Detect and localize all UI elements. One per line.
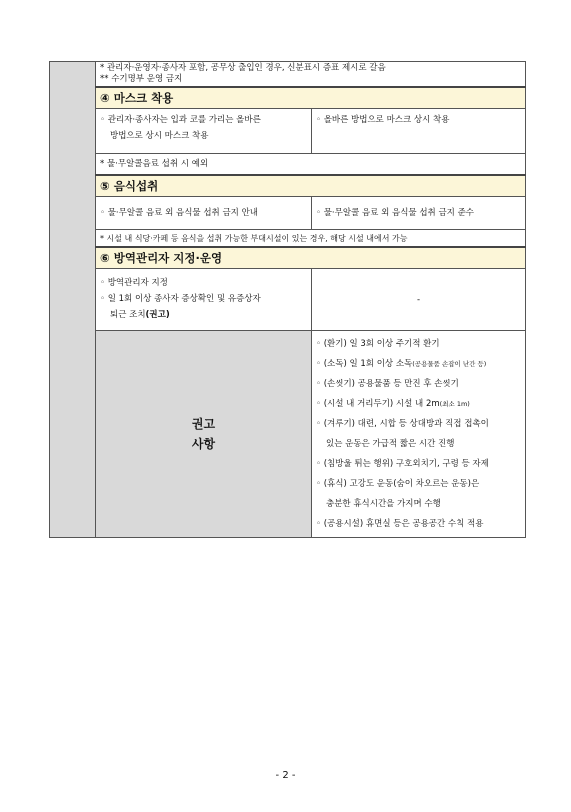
mask-right-cell [312, 109, 526, 154]
eating-section-title: ⑤ 음식섭취 [96, 175, 526, 197]
recommend-item-text: ◦ (침방울 튀는 행위) 구호외치기, 구령 등 자제 [316, 459, 489, 469]
recommend-item [316, 394, 521, 414]
recommend-item [316, 414, 521, 434]
mask-note: * 물·무알콜음료 섭취 시 예외 [96, 154, 526, 176]
mask-right-text: ◦ 올바른 방법으로 마스크 상시 착용 [316, 115, 450, 125]
recommend-item-text: 충분한 휴식시간을 가지며 수행 [326, 499, 441, 509]
recommend-items-cell [312, 331, 526, 538]
left-label-column [50, 62, 96, 538]
recommend-item [316, 354, 521, 374]
recommend-item [316, 454, 521, 474]
recommend-item-text: ◦ (시설 내 거리두기) 시설 내 2m [316, 399, 440, 409]
recommend-item [316, 474, 521, 494]
recommend-item [316, 334, 521, 354]
recommend-item [316, 434, 521, 454]
manager-line-3 [100, 307, 307, 323]
recommend-item-small: (공용물품 손잡이 난간 등) [412, 360, 487, 368]
recommend-item [316, 514, 521, 534]
recommend-item [316, 374, 521, 394]
recommend-item-text: ◦ (소독) 일 1회 이상 소독 [316, 359, 413, 369]
eating-note-text: * 시설 내 식당·카페 등 음식을 섭취 가능한 부대시설이 있는 경우, 해당 시설 내에서 가능 [100, 233, 408, 243]
manager-section-title: ⑥ 방역관리자 지정·운영 [96, 247, 526, 269]
eating-right-text: ◦ 물·무알콜 음료 외 음식물 섭취 금지 준수 [316, 208, 475, 218]
recommend-item-text: ◦ (공용시설) 휴면실 등은 공용공간 수칙 적용 [316, 519, 484, 529]
recommend-item-text: ◦ (휴식) 고강도 운동(숨이 차오르는 운동)은 [316, 479, 480, 489]
recommend-item [316, 494, 521, 514]
mask-left-line-2: 방법으로 상시 마스크 착용 [110, 131, 209, 141]
eating-left-cell [96, 197, 312, 230]
manager-recommend-tag: (권고) [145, 310, 170, 320]
page-number: - 2 - [275, 770, 296, 781]
recommend-label-cell [96, 331, 312, 538]
recommend-item-text: 있는 운동은 가급적 짧은 시간 진행 [326, 439, 455, 449]
mask-section-title: ④ 마스크 착용 [96, 87, 526, 109]
top-notes [96, 62, 526, 88]
guideline-table [49, 61, 526, 538]
manager-line-2: ◦ 일 1회 이상 종사자 증상확인 및 유증상자 [100, 294, 261, 304]
top-note-2: ** 수기명부 운영 금지 [100, 74, 183, 84]
eating-left-text: ◦ 물·무알콜 음료 외 음식물 섭취 금지 안내 [100, 208, 259, 218]
recommend-item-text: ◦ (겨루기) 대련, 시합 등 상대방과 직접 접촉이 [316, 419, 489, 429]
eating-note [96, 230, 526, 248]
recommend-item-text: ◦ (환기) 일 3회 이상 주기적 환기 [316, 339, 440, 349]
recommend-item-text: ◦ (손씻기) 공용물품 등 만진 후 손씻기 [316, 379, 459, 389]
manager-line-1: ◦ 방역관리자 지정 [100, 278, 168, 288]
eating-right-cell [312, 197, 526, 230]
manager-right-cell: - [312, 269, 526, 331]
manager-line-3-text: 퇴근 조치 [110, 310, 146, 320]
mask-left-cell [96, 109, 312, 154]
recommend-label-line-2: 사항 [191, 437, 216, 451]
manager-left-cell [96, 269, 312, 331]
top-note-1: * 관리자·운영자·종사자 포함, 공무상 출입인 경우, 신분표시 증표 제시로 갈음 [100, 63, 386, 73]
recommend-item-small: (최소 1m) [439, 400, 470, 408]
mask-left-line-1: ◦ 관리자·종사자는 입과 코를 가리는 올바른 [100, 115, 261, 125]
recommend-label-line-1: 권고 [191, 417, 216, 431]
